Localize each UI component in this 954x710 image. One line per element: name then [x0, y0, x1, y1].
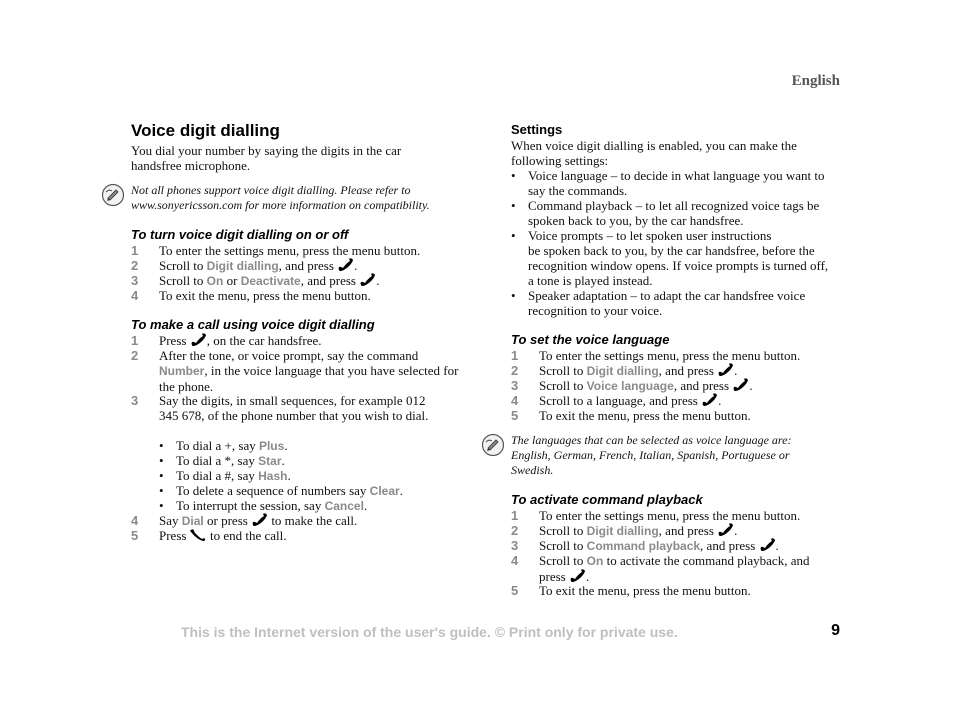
step-item — [131, 393, 431, 423]
menu-keyword: Hash — [258, 469, 288, 483]
bullet-text: be spoken back to you, by the car handsfree, before the recognition window opens. If voice prompts is turned off, a tone is played instead. — [528, 243, 829, 288]
step-number: 1 — [511, 348, 519, 363]
step-number: 2 — [511, 363, 519, 378]
call-phone-icon — [251, 513, 268, 527]
step-text: Scroll to — [159, 258, 207, 273]
step-text: . — [775, 538, 779, 553]
step-text: . — [376, 273, 380, 288]
page-number: 9 — [831, 622, 840, 639]
bullet-text: To delete a sequence of numbers say — [176, 483, 370, 498]
step-text: To exit the menu, press the menu button. — [159, 288, 371, 303]
step-item — [511, 393, 841, 408]
bullet-text: Voice language – to decide in what language you want to say the commands. — [528, 168, 825, 198]
menu-keyword: Voice language — [586, 379, 674, 393]
note-info-icon — [481, 433, 505, 457]
step-text: Scroll to — [539, 538, 587, 553]
menu-keyword: Clear — [369, 484, 400, 498]
menu-keyword: Digit dialling — [586, 364, 659, 378]
step-text: , on the car handsfree. — [206, 333, 322, 348]
step-number: 5 — [131, 528, 139, 543]
step-number: 2 — [511, 523, 519, 538]
menu-keyword: Dial — [181, 514, 204, 528]
step-text: to end the call. — [206, 528, 287, 543]
step-number: 4 — [511, 393, 519, 408]
menu-keyword: Digit dialling — [206, 259, 279, 273]
call-phone-icon — [759, 538, 776, 552]
bullet-text: . — [399, 483, 403, 498]
bullet-dot: • — [159, 453, 164, 468]
bullet-text: To dial a +, say — [176, 438, 259, 453]
menu-keyword: Command playback — [586, 539, 701, 553]
end-call-icon — [190, 528, 207, 542]
step-text: to activate the command playback, and press — [539, 553, 810, 584]
step-item — [131, 513, 461, 529]
step-item — [131, 348, 461, 394]
bullet-dot: • — [511, 198, 516, 213]
step-text: Scroll to — [539, 363, 587, 378]
step-text: To exit the menu, press the menu button. — [539, 583, 751, 598]
note-text: The languages that can be selected as voice language are: English, German, French, Italian, Spanish, Portuguese or Swedish. — [511, 433, 792, 477]
step-text: To enter the settings menu, press the menu button. — [539, 508, 801, 523]
step-number: 3 — [511, 538, 519, 553]
step-text: . — [749, 378, 753, 393]
step-item — [131, 333, 461, 348]
menu-keyword: Number — [159, 364, 205, 378]
intro-text: You dial your number by saying the digits in the car handsfree microphone. — [131, 143, 402, 173]
bullet-text: To interrupt the session, say — [176, 498, 325, 513]
settings-heading: Settings — [511, 122, 563, 137]
step-text: Press — [159, 528, 190, 543]
settings-bullet — [511, 288, 841, 318]
menu-keyword: Star — [258, 454, 282, 468]
step-text: To enter the settings menu, press the menu button. — [539, 348, 801, 363]
step-text: Say — [159, 513, 182, 528]
step-text: Scroll to — [539, 553, 587, 568]
call-phone-icon — [717, 363, 734, 377]
step-text: To exit the menu, press the menu button. — [539, 408, 751, 423]
sub-bullet — [159, 498, 469, 514]
sub-bullet — [159, 483, 469, 499]
step-number: 2 — [131, 348, 139, 363]
step-number: 4 — [511, 553, 519, 568]
bullet-dot: • — [159, 498, 164, 513]
step-text: To enter the settings menu, press the menu button. — [159, 243, 421, 258]
step-text: , and press — [658, 363, 718, 378]
bullet-text: . — [363, 498, 368, 513]
step-item — [511, 363, 841, 379]
step-text: Say the digits, in small sequences, for example 012 345 678, of the phone number that you wish to dial. — [159, 393, 429, 423]
step-item — [131, 273, 461, 289]
step-text: , and press — [700, 538, 759, 553]
step-number: 5 — [511, 408, 519, 423]
step-number: 3 — [511, 378, 519, 393]
section-heading-command-playback: To activate command playback — [511, 492, 703, 507]
bullet-text: . — [287, 468, 291, 483]
header-language: English — [791, 73, 840, 89]
footer-notice: This is the Internet version of the user's guide. © Print only for private use. — [181, 624, 678, 640]
section-heading-toggle: To turn voice digit dialling on or off — [131, 227, 349, 242]
step-text: to make the call. — [268, 513, 358, 528]
step-item — [511, 523, 841, 539]
menu-keyword: On — [586, 554, 604, 568]
bullet-text: To dial a #, say — [176, 468, 259, 483]
step-text: or press — [203, 513, 252, 528]
step-number: 4 — [131, 513, 139, 528]
step-number: 3 — [131, 273, 139, 288]
call-phone-icon — [701, 393, 718, 407]
step-text: , and press — [300, 273, 360, 288]
step-text: After the tone, or voice prompt, say the command — [159, 348, 419, 363]
step-item — [511, 408, 841, 423]
step-item — [131, 288, 461, 303]
menu-keyword: Plus — [258, 439, 285, 453]
step-item — [511, 348, 841, 363]
step-number: 1 — [131, 333, 139, 348]
step-text: . — [585, 569, 590, 584]
step-item — [131, 243, 461, 258]
step-text: , and press — [658, 523, 718, 538]
menu-keyword: Cancel — [324, 499, 364, 513]
step-text: Press — [159, 333, 190, 348]
settings-bullet — [511, 228, 829, 288]
menu-keyword: Deactivate — [240, 274, 301, 288]
step-text: or — [223, 273, 241, 288]
step-text: . — [734, 523, 738, 538]
step-text: , and press — [673, 378, 733, 393]
bullet-dot: • — [511, 168, 516, 183]
section-heading-make-call: To make a call using voice digit dialling — [131, 317, 375, 332]
compatibility-note — [131, 183, 461, 213]
step-item — [131, 528, 461, 543]
step-item — [511, 378, 841, 394]
bullet-dot: • — [159, 483, 164, 498]
settings-bullet — [511, 198, 841, 228]
step-number: 3 — [131, 393, 139, 408]
bullet-text: Command playback – to let all recognized voice tags be spoken back to you, by the car handsfree. — [528, 198, 820, 228]
call-phone-icon — [717, 523, 734, 537]
call-phone-icon — [732, 378, 749, 392]
menu-keyword: Digit dialling — [586, 524, 659, 538]
bullet-dot: • — [159, 438, 164, 453]
step-item — [511, 508, 841, 523]
step-number: 1 — [511, 508, 519, 523]
call-phone-icon — [569, 569, 586, 583]
step-text: , and press — [278, 258, 338, 273]
step-item — [511, 538, 841, 554]
step-number: 4 — [131, 288, 139, 303]
bullet-text: Speaker adaptation – to adapt the car handsfree voice recognition to your voice. — [528, 288, 806, 318]
settings-bullet — [511, 168, 841, 198]
step-text: . — [718, 393, 722, 408]
sub-bullet — [159, 438, 469, 454]
language-note — [511, 433, 821, 478]
bullet-text: . — [281, 453, 285, 468]
bullet-text: Voice prompts – to let spoken user instructions — [528, 228, 772, 243]
step-text: Scroll to a language, and press — [539, 393, 702, 408]
step-number: 1 — [131, 243, 139, 258]
bullet-dot: • — [511, 228, 516, 243]
step-text: . — [734, 363, 738, 378]
bullet-dot: • — [511, 288, 516, 303]
step-number: 2 — [131, 258, 139, 273]
menu-keyword: On — [206, 274, 224, 288]
step-text: Scroll to — [539, 523, 587, 538]
step-text: . — [354, 258, 358, 273]
bullet-text: . — [284, 438, 288, 453]
sub-bullet — [159, 468, 469, 484]
note-text: Not all phones support voice digit dialling. Please refer to www.sonyericsson.com for more information on compatibility. — [131, 183, 430, 212]
step-item — [511, 553, 811, 584]
bullet-text: To dial a *, say — [176, 453, 259, 468]
settings-intro: When voice digit dialling is enabled, you can make the following settings: — [511, 138, 797, 168]
section-heading-voice-language: To set the voice language — [511, 332, 670, 347]
step-item — [131, 258, 461, 274]
step-number: 5 — [511, 583, 519, 598]
step-item — [511, 583, 841, 598]
step-text: , in the voice language that you have selected for the phone. — [159, 363, 459, 394]
bullet-dot: • — [159, 468, 164, 483]
call-phone-icon — [359, 273, 376, 287]
step-text: Scroll to — [539, 378, 587, 393]
step-text: Scroll to — [159, 273, 207, 288]
page-title: Voice digit dialling — [131, 121, 280, 140]
note-info-icon — [101, 183, 125, 207]
sub-bullet — [159, 453, 469, 469]
call-phone-icon — [190, 333, 207, 347]
call-phone-icon — [337, 258, 354, 272]
